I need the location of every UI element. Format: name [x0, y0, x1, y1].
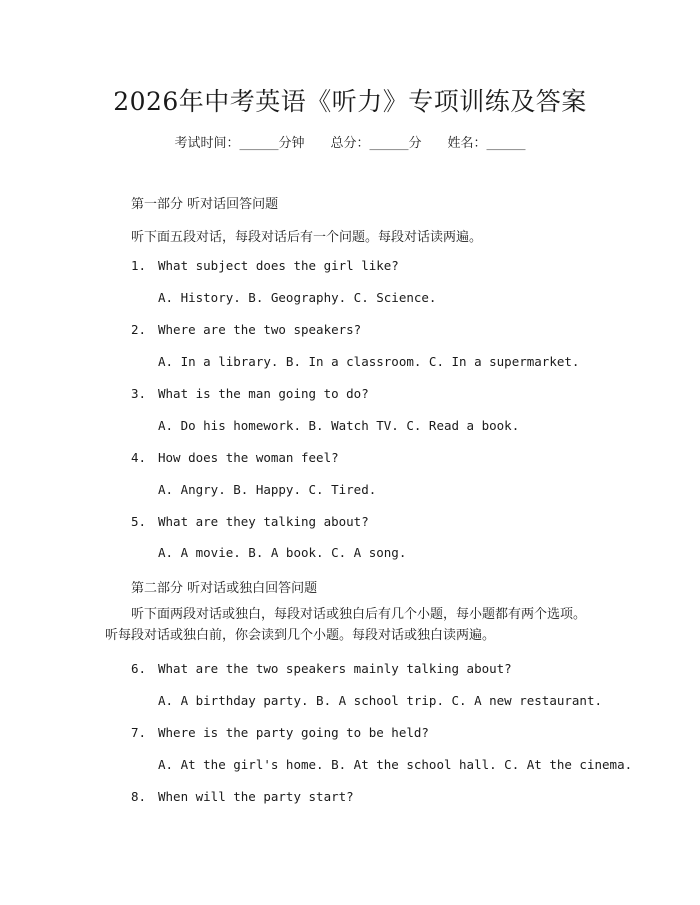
question-number: 8. [131, 789, 147, 804]
question-options: A. Do his homework. B. Watch TV. C. Read a book. [158, 418, 520, 433]
question-number: 3. [131, 386, 147, 401]
question-text: Where are the two speakers? [158, 322, 362, 337]
question-number: 6. [131, 661, 147, 676]
question-number: 2. [131, 322, 147, 337]
exam-time: 考试时间：______分钟 [174, 136, 305, 151]
question-text: What subject does the girl like? [158, 258, 399, 273]
question-number: 7. [131, 725, 147, 740]
question-text: Where is the party going to be held? [158, 725, 429, 740]
question-text: When will the party start? [158, 789, 354, 804]
question-options: A. At the girl's home. B. At the school hall. C. At the cinema. [158, 757, 633, 772]
part2-heading: 第二部分 听对话或独白回答问题 [131, 581, 318, 596]
question-text: What are they talking about? [158, 514, 369, 529]
question-number: 4. [131, 450, 147, 465]
exam-score: 总分：______分 [330, 136, 422, 151]
question-text: How does the woman feel? [158, 450, 339, 465]
question-options: A. History. B. Geography. C. Science. [158, 290, 437, 305]
part2-instruction: 听下面两段对话或独白，每段对话或独白后有几个小题，每小题都有两个选项。听每段对话或独白前，你会读到几个小题。每段对话或独白读两遍。 [105, 607, 587, 643]
question-options: A. In a library. B. In a classroom. C. In a supermarket. [158, 354, 580, 369]
part1-instruction: 听下面五段对话，每段对话后有一个问题。每段对话读两遍。 [131, 230, 483, 245]
part1-heading: 第一部分 听对话回答问题 [131, 197, 279, 212]
question-text: What is the man going to do? [158, 386, 369, 401]
question-number: 1. [131, 258, 147, 273]
question-options: A. A movie. B. A book. C. A song. [158, 545, 407, 560]
page-title: 2026年中考英语《听力》专项训练及答案 [113, 87, 587, 116]
question-options: A. A birthday party. B. A school trip. C. A new restaurant. [158, 693, 603, 708]
question-options: A. Angry. B. Happy. C. Tired. [158, 482, 377, 497]
question-text: What are the two speakers mainly talking about? [158, 661, 512, 676]
exam-meta [0, 132, 700, 151]
question-number: 5. [131, 514, 147, 529]
student-name: 姓名：______ [447, 136, 526, 151]
